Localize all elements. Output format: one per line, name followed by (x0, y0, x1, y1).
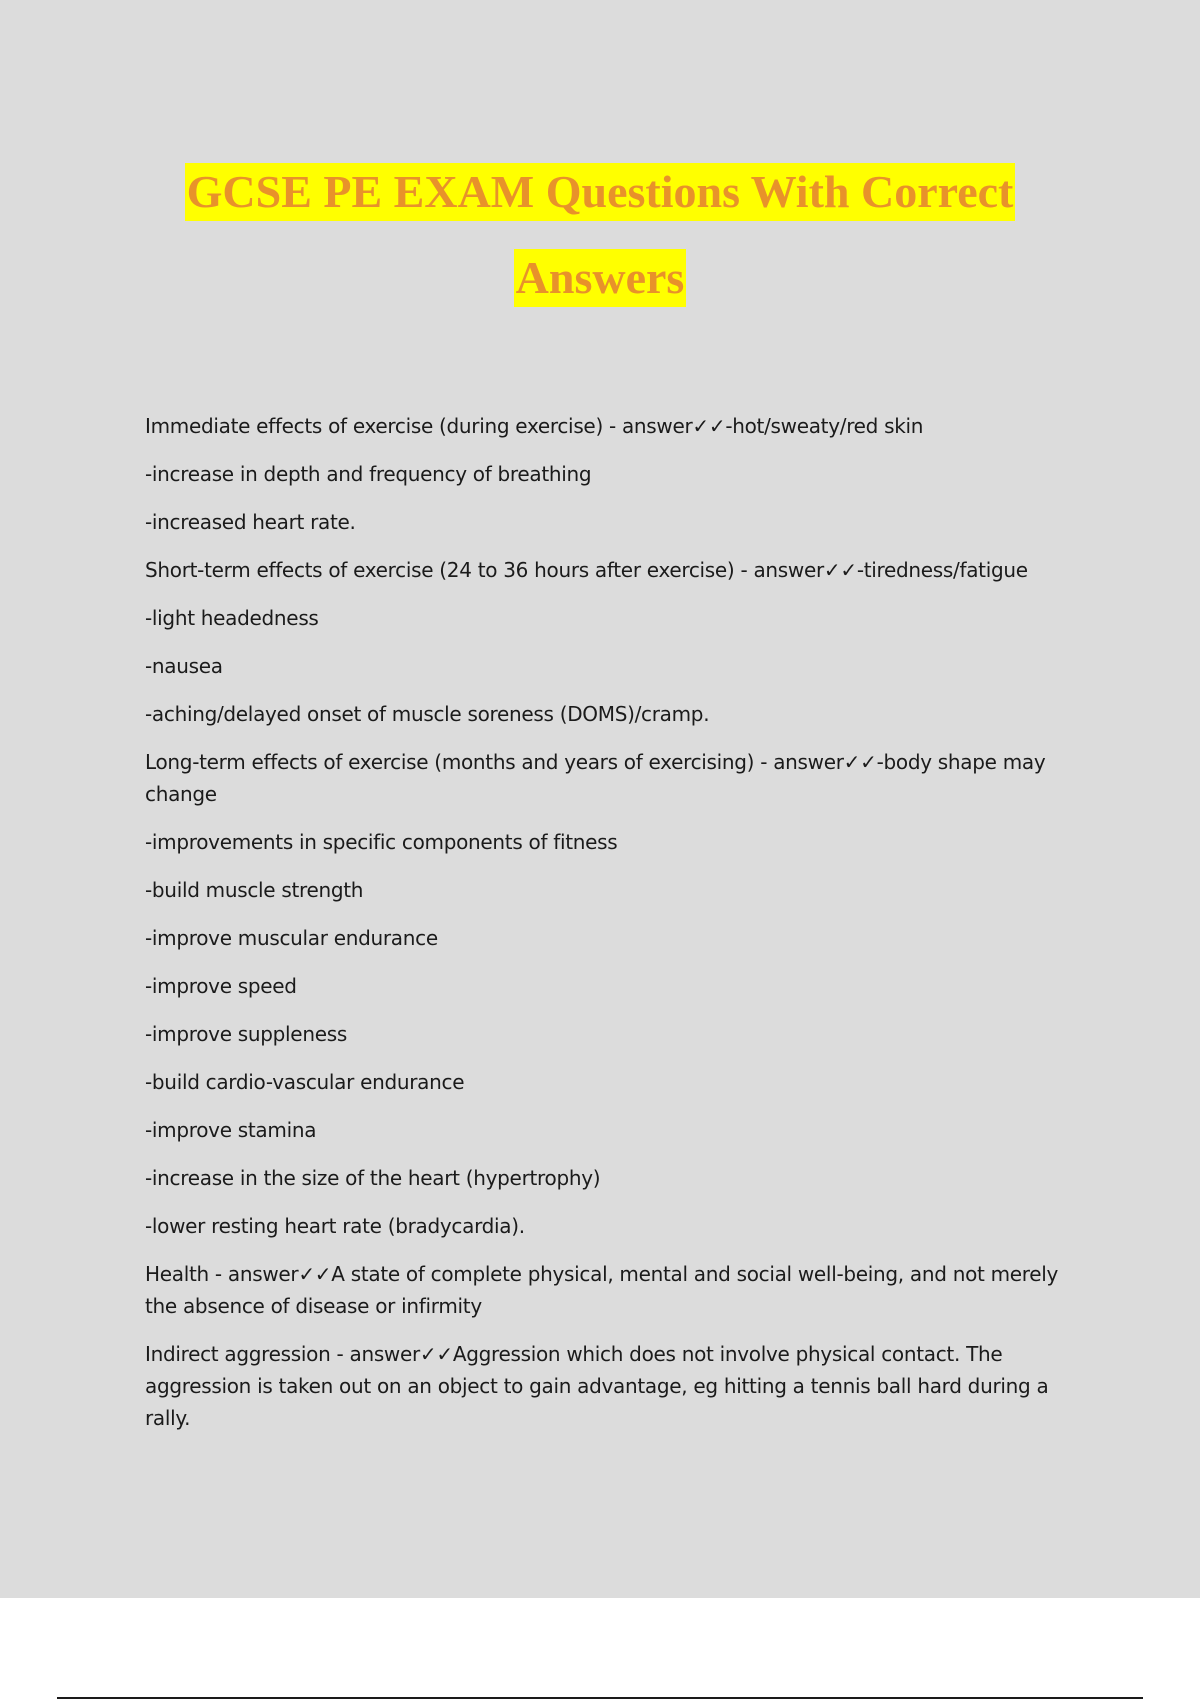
footer-divider (57, 1697, 1143, 1699)
paragraph: -increase in the size of the heart (hypertrophy) (145, 1166, 601, 1190)
paragraph: -improve suppleness (145, 1022, 347, 1046)
title-line-2: Answers (514, 249, 687, 307)
paragraph: -aching/delayed onset of muscle soreness (DOMS)/cramp. (145, 702, 710, 726)
title-line-1: GCSE PE EXAM Questions With Correct (185, 163, 1016, 221)
paragraph: -lower resting heart rate (bradycardia). (145, 1214, 525, 1238)
document-body (145, 410, 1085, 1450)
paragraph: Immediate effects of exercise (during exercise) - answer✓✓-hot/sweaty/red skin (145, 414, 924, 438)
paragraph: Health - answer✓✓A state of complete physical, mental and social well-being, and not merely the absence of disease or infirmity (145, 1262, 1059, 1318)
paragraph: Indirect aggression - answer✓✓Aggression which does not involve physical contact. The aggression is taken out on an object to gain advantage, eg hitting a tennis ball hard during a rally. (145, 1342, 1049, 1430)
paragraph: -improvements in specific components of fitness (145, 830, 618, 854)
paragraph: Long-term effects of exercise (months and years of exercising) - answer✓✓-body shape may change (145, 750, 1046, 806)
paragraph: -build muscle strength (145, 878, 364, 902)
document-title (0, 163, 1200, 335)
paragraph: -light headedness (145, 606, 319, 630)
paragraph: Short-term effects of exercise (24 to 36 hours after exercise) - answer✓✓-tiredness/fatigue (145, 558, 1028, 582)
paragraph: -improve muscular endurance (145, 926, 438, 950)
paragraph: -nausea (145, 654, 223, 678)
paragraph: -improve speed (145, 974, 297, 998)
paragraph: -increase in depth and frequency of breathing (145, 462, 592, 486)
paragraph: -build cardio-vascular endurance (145, 1070, 465, 1094)
paragraph: -increased heart rate. (145, 510, 356, 534)
paragraph: -improve stamina (145, 1118, 317, 1142)
